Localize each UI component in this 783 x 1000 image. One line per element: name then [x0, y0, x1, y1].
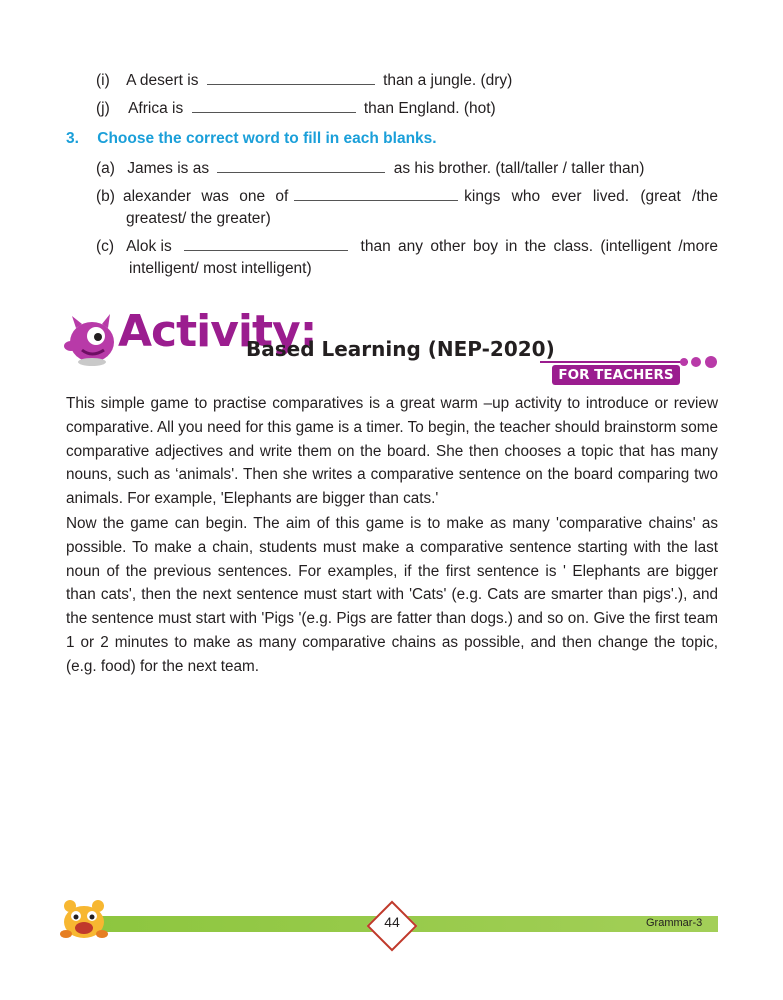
- book-title: Grammar-3: [646, 917, 703, 929]
- item-text-before: Alok is: [126, 238, 172, 255]
- item-continuation: greatest/ the greater): [126, 210, 271, 227]
- exercise-item-j: [96, 98, 496, 118]
- header-divider: [540, 361, 688, 363]
- answer-blank[interactable]: [294, 186, 458, 201]
- item-text-after: than England. (hot): [363, 100, 496, 117]
- footer-monster-icon: [58, 896, 110, 940]
- item-text-before: Africa is: [128, 100, 184, 117]
- item-text-after: kings who ever lived. (great /the: [464, 188, 718, 205]
- question-3-item-a: [96, 158, 644, 178]
- question-3-item-b: [96, 186, 718, 228]
- activity-paragraph-2: Now the game can begin. The aim of this game is to make as many 'comparative chains' as possible. To make a chain, students must make a comparative sentence starting with the last noun of the previous sentences. For examples, if the first sentence is ' Elephants are bigger than cats', then the next sentence must start with 'Cats' (e.g. Cats are smarter than pigs'.), and the sentence must start with 'Pigs '(e.g. Pigs are fatter than dogs.) and so on. Give the first team 1 or 2 minutes to make as many comparative chains as possible, and then change the topic, (e.g. food) for the next team.: [66, 515, 718, 675]
- answer-blank[interactable]: [192, 98, 356, 113]
- question-prompt: Choose the correct word to fill in each blanks.: [97, 130, 437, 147]
- item-label: (j): [96, 100, 110, 117]
- item-label: (a): [96, 160, 115, 177]
- item-label: (i): [96, 72, 110, 89]
- item-text-before: alexander was one of: [122, 188, 289, 205]
- for-teachers-badge: FOR TEACHERS: [552, 365, 680, 385]
- answer-blank[interactable]: [184, 236, 348, 251]
- activity-title: Activity:: [118, 306, 317, 357]
- activity-paragraph-1: This simple game to practise comparatives is a great warm –up activity to introduce or review comparative. All you need for this game is a timer. To begin, the teacher should brainstorm some comparative adjectives and write them on the board. She then chooses a topic that has many nouns, such as ‘animals'. Then she writes a comparative sentence on the board comparing two animals. For example, 'Elephants are bigger than cats.': [66, 395, 718, 508]
- item-text-before: James is as: [127, 160, 210, 177]
- item-label: (c): [96, 238, 115, 255]
- item-text-before: A desert is: [126, 72, 199, 89]
- question-3-item-c: [96, 236, 718, 278]
- decorative-dots-icon: [678, 354, 720, 370]
- exercise-item-i: [96, 70, 512, 90]
- item-text-after: than any other boy in the class. (intelligent /more: [360, 238, 718, 255]
- item-text-after: as his brother. (tall/taller / taller than): [393, 160, 645, 177]
- page-number: 44: [384, 914, 400, 930]
- item-continuation: intelligent/ most intelligent): [129, 260, 312, 277]
- question-number: 3.: [66, 130, 79, 147]
- item-text-after: than a jungle. (dry): [383, 72, 513, 89]
- activity-subtitle: Based Learning (NEP-2020): [246, 337, 555, 361]
- monster-mascot-icon: [62, 312, 120, 368]
- question-3-heading: [66, 130, 437, 148]
- answer-blank[interactable]: [217, 158, 385, 173]
- item-label: (b): [96, 188, 115, 205]
- answer-blank[interactable]: [207, 70, 375, 85]
